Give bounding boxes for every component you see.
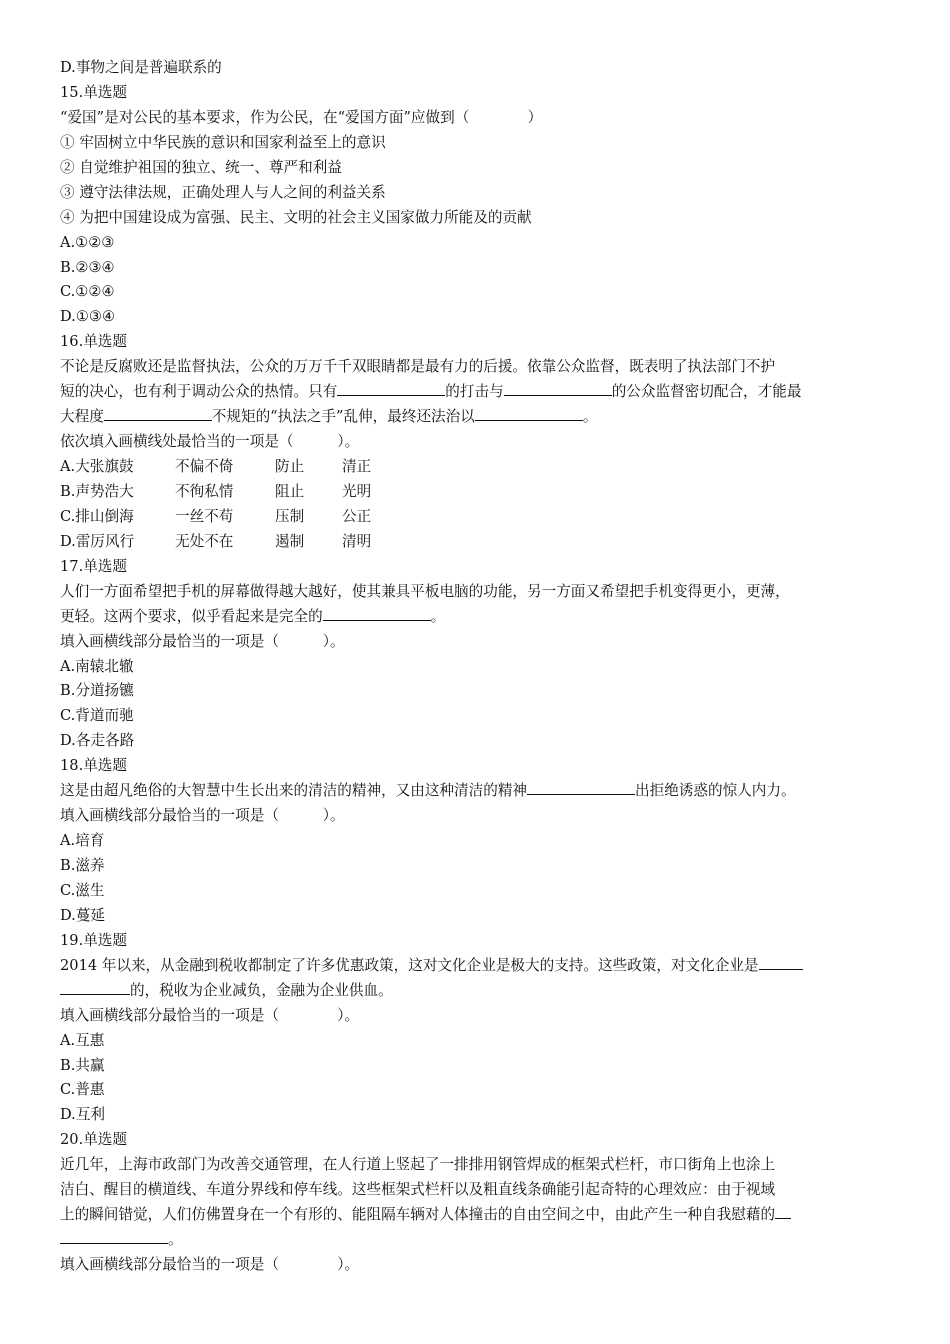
option-cell: A.大张旗鼓	[60, 458, 134, 475]
option-cell: 公正	[342, 507, 372, 525]
q16-stem-line-2	[60, 380, 902, 405]
q17-stem-line-1: 人们一方面希望把手机的屏幕做得越大越好，使其兼具平板电脑的功能，另一方面又希望把手机变得更小，更薄，	[60, 582, 790, 600]
q17-header: 17.单选题	[60, 557, 127, 575]
q15-item-2: ② 自觉维护祖国的独立、统一、尊严和利益	[60, 158, 342, 176]
option-cell: 压制	[275, 507, 305, 525]
q16-blank-1	[337, 380, 445, 396]
q20-stem-line-3	[60, 1203, 902, 1228]
q16-blank-3	[104, 405, 212, 421]
q17-option-c: C.背道而驰	[60, 707, 134, 725]
option-cell: 阻止	[275, 482, 305, 500]
option-cell: 遏制	[275, 532, 305, 550]
option-cell: C.排山倒海	[60, 507, 134, 525]
q19-blank-part-1	[759, 954, 803, 970]
q17-option-b: B.分道扬镳	[60, 682, 134, 700]
q15-option-a: A.①②③	[60, 233, 115, 251]
q20-stem-text: 上的瞬间错觉，人们仿佛置身在一个有形的、能阻隔车辆对人体撞击的自由空间之中，由此产生一种自我慰藉的	[60, 1206, 776, 1224]
document-page	[60, 56, 902, 1278]
q16-prompt: 依次填入画横线处最恰当的一项是（ ）。	[60, 433, 360, 451]
q17-stem-line-2	[60, 605, 902, 630]
q16-stem-text: 短的决心，也有利于调动公众的热情。只有	[60, 383, 338, 401]
q20-stem-text: 。	[168, 1231, 183, 1249]
q19-option-d: D.互利	[60, 1106, 106, 1124]
option-cell: D.雷厉风行	[60, 532, 135, 550]
q16-header: 16.单选题	[60, 333, 127, 351]
q18-stem-text: 这是由超凡绝俗的大智慧中生长出来的清洁的精神，又由这种清洁的精神	[60, 782, 528, 800]
q16-option-d	[60, 530, 902, 555]
option-cell: 清正	[342, 458, 372, 475]
option-cell: B.声势浩大	[60, 482, 134, 500]
q18-header: 18.单选题	[60, 757, 127, 775]
q18-option-a: A.培育	[60, 832, 105, 850]
option-cell: 一丝不苟	[175, 507, 234, 525]
q19-stem-text: 2014 年以来，从金融到税收都制定了许多优惠政策，这对文化企业是极大的支持。这些政策，对文化企业是	[60, 956, 759, 974]
q18-stem-text: 出拒绝诱惑的惊人内力。	[635, 782, 796, 800]
q15-stem: “爱国”是对公民的基本要求，作为公民，在“爱国方面”应做到（ ）	[60, 108, 543, 126]
option-cell: 不徇私情	[175, 482, 234, 500]
q16-stem-text: 的打击与	[445, 383, 504, 401]
q19-stem-text: 的，税收为企业减负，金融为企业供血。	[130, 981, 393, 999]
option-cell: 光明	[342, 482, 372, 500]
q15-item-4: ④ 为把中国建设成为富强、民主、文明的社会主义国家做力所能及的贡献	[60, 208, 532, 226]
q19-stem-line-1	[60, 954, 902, 979]
q19-option-a: A.互惠	[60, 1031, 105, 1049]
q16-blank-2	[504, 380, 612, 396]
q20-blank-part-2	[60, 1228, 168, 1244]
q16-stem-line-1: 不论是反腐败还是监督执法，公众的万万千千双眼睛都是最有力的后援。依靠公众监督，既表明了执法部门不护	[60, 358, 776, 376]
q15-item-3: ③ 遵守法律法规，正确处理人与人之间的利益关系	[60, 183, 386, 201]
q15-option-b: B.②③④	[60, 258, 115, 276]
q18-prompt: 填入画横线部分最恰当的一项是（ ）。	[60, 807, 345, 825]
q18-stem	[60, 779, 902, 804]
q19-header: 19.单选题	[60, 931, 127, 949]
q20-stem-line-1: 近几年，上海市政部门为改善交通管理，在人行道上竖起了一排排用钢管焊成的框架式栏杆，市口街角上也涂上	[60, 1156, 776, 1174]
q16-option-c	[60, 505, 902, 530]
q19-option-c: C.普惠	[60, 1081, 105, 1099]
q17-option-a: A.南辕北辙	[60, 657, 134, 675]
q17-stem-text: 更轻。这两个要求，似乎看起来是完全的	[60, 607, 323, 625]
q20-stem-line-2: 洁白、醒目的横道线、车道分界线和停车线。这些框架式栏杆以及粗直线条确能引起奇特的心理效应：由于视域	[60, 1181, 776, 1199]
option-cell: 无处不在	[175, 532, 234, 550]
q16-stem-text: 的公众监督密切配合，才能最	[611, 383, 802, 401]
option-cell: 不偏不倚	[175, 458, 234, 475]
q17-blank	[323, 605, 431, 621]
q18-option-b: B.滋养	[60, 857, 105, 874]
q19-prompt: 填入画横线部分最恰当的一项是（ ）。	[60, 1006, 360, 1024]
q18-option-d: D.蔓延	[60, 906, 106, 924]
q20-stem-line-4	[60, 1228, 902, 1253]
q17-option-d: D.各走各路	[60, 732, 135, 750]
q16-stem-text: 不规矩的“执法之手”乱伸，最终还法治以	[211, 408, 475, 426]
q15-option-c: C.①②④	[60, 283, 115, 301]
q18-blank	[527, 779, 635, 795]
q16-stem-line-3	[60, 405, 902, 430]
q19-option-b: B.共赢	[60, 1056, 105, 1074]
q20-blank-part-1	[775, 1203, 791, 1219]
q17-stem-text: 。	[430, 607, 446, 625]
option-cell: 清明	[342, 532, 372, 550]
q16-option-a	[60, 455, 902, 480]
q15-header: 15.单选题	[60, 83, 127, 101]
q19-blank-part-2	[60, 979, 130, 995]
q20-prompt: 填入画横线部分最恰当的一项是（ ）。	[60, 1256, 360, 1273]
q15-option-d: D.①③④	[60, 308, 116, 326]
q16-blank-4	[475, 405, 583, 421]
q15-item-1: ① 牢固树立中华民族的意识和国家利益至上的意识	[60, 133, 386, 151]
q17-prompt: 填入画横线部分最恰当的一项是（ ）。	[60, 632, 345, 650]
q16-option-b	[60, 480, 902, 505]
q16-stem-text: 大程度	[60, 408, 104, 426]
q14-option-d: D.事物之间是普遍联系的	[60, 59, 222, 76]
q20-header: 20.单选题	[60, 1131, 127, 1149]
q16-stem-text: 。	[582, 408, 598, 426]
q18-option-c: C.滋生	[60, 881, 105, 899]
q19-stem-line-2	[60, 979, 902, 1004]
option-cell: 防止	[275, 458, 305, 475]
